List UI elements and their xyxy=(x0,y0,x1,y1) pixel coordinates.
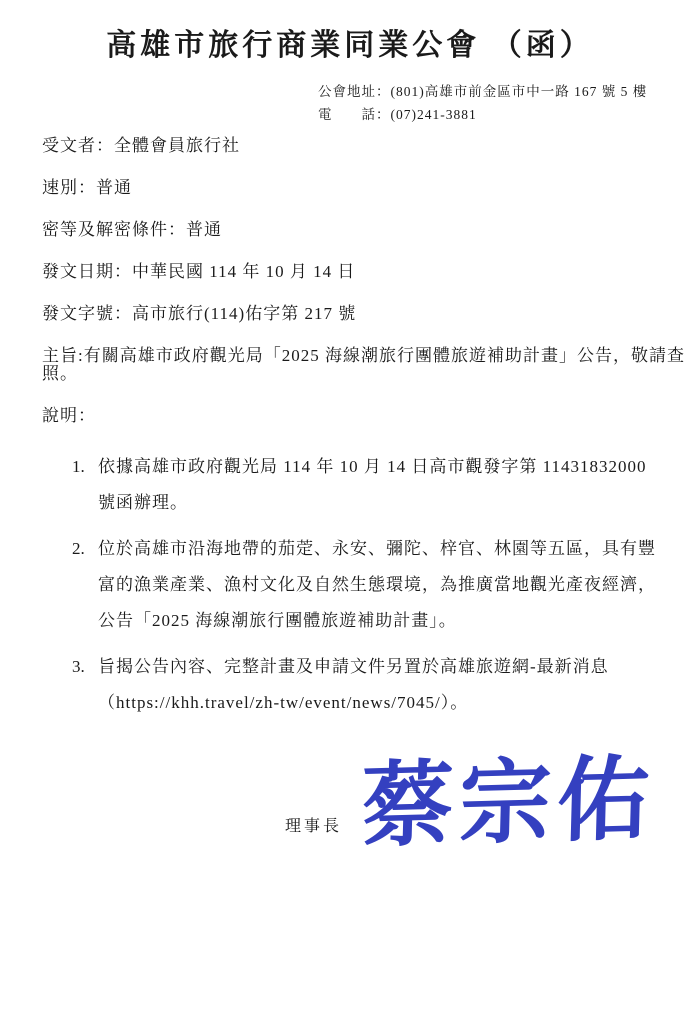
explanation-heading: 說明： xyxy=(42,406,96,425)
recipient-value: 全體會員旅行社 xyxy=(114,136,240,155)
item-text: 依據高雄市政府觀光局 114 年 10 月 14 日高市觀發字第 11431832000 號函辦理。 xyxy=(98,457,647,512)
security-value: 普通 xyxy=(186,220,222,239)
association-contact-block xyxy=(318,80,700,126)
list-item xyxy=(72,531,660,639)
subject-line xyxy=(42,347,688,383)
letter-meta xyxy=(42,137,688,425)
subject-value: 有關高雄市政府觀光局「2025 海線潮旅行團體旅遊補助計畫」公告，敬請查照。 xyxy=(42,346,685,383)
list-item xyxy=(72,449,660,521)
issue-date-label: 發文日期： xyxy=(42,262,132,281)
list-item xyxy=(72,649,660,721)
recipient-label: 受文者： xyxy=(42,136,114,155)
recipient-field xyxy=(42,137,688,155)
subject-label: 主旨: xyxy=(42,346,84,365)
speed-value: 普通 xyxy=(96,178,132,197)
chairman-title: 理事長 xyxy=(285,818,343,836)
speed-label: 速別： xyxy=(42,178,96,197)
speed-field xyxy=(42,179,688,197)
signature-block xyxy=(285,748,700,858)
chairman-signature: 蔡宗佑 xyxy=(360,748,657,858)
issue-date-field xyxy=(42,263,688,281)
association-phone: 電 話：(07)241-3881 xyxy=(318,107,477,122)
security-label: 密等及解密條件： xyxy=(42,220,186,239)
item-text: 位於高雄市沿海地帶的茄萣、永安、彌陀、梓官、林園等五區，具有豐富的漁業產業、漁村文化及自然生態環境，為推廣當地觀光產夜經濟，公告「2025 海線潮旅行團體旅遊補助計畫」。 xyxy=(98,539,656,630)
item-text: 旨揭公告內容、完整計畫及申請文件另置於高雄旅遊網-最新消息（https://khh.travel/zh-tw/event/news/7045/）。 xyxy=(98,657,609,712)
explanation-list xyxy=(72,449,660,721)
association-address: 公會地址：(801)高雄市前金區市中一路 167 號 5 樓 xyxy=(318,84,648,99)
issue-date-value: 中華民國 114 年 10 月 14 日 xyxy=(132,262,356,281)
doc-number-label: 發文字號： xyxy=(42,304,132,323)
doc-number-field xyxy=(42,305,688,323)
item-number: 2. xyxy=(72,539,85,558)
doc-number-value: 高市旅行(114)佑字第 217 號 xyxy=(132,304,357,323)
security-field xyxy=(42,221,688,239)
item-number: 1. xyxy=(72,457,85,476)
document-title: 高雄市旅行商業同業公會 （函） xyxy=(106,29,594,62)
item-number: 3. xyxy=(72,657,85,676)
